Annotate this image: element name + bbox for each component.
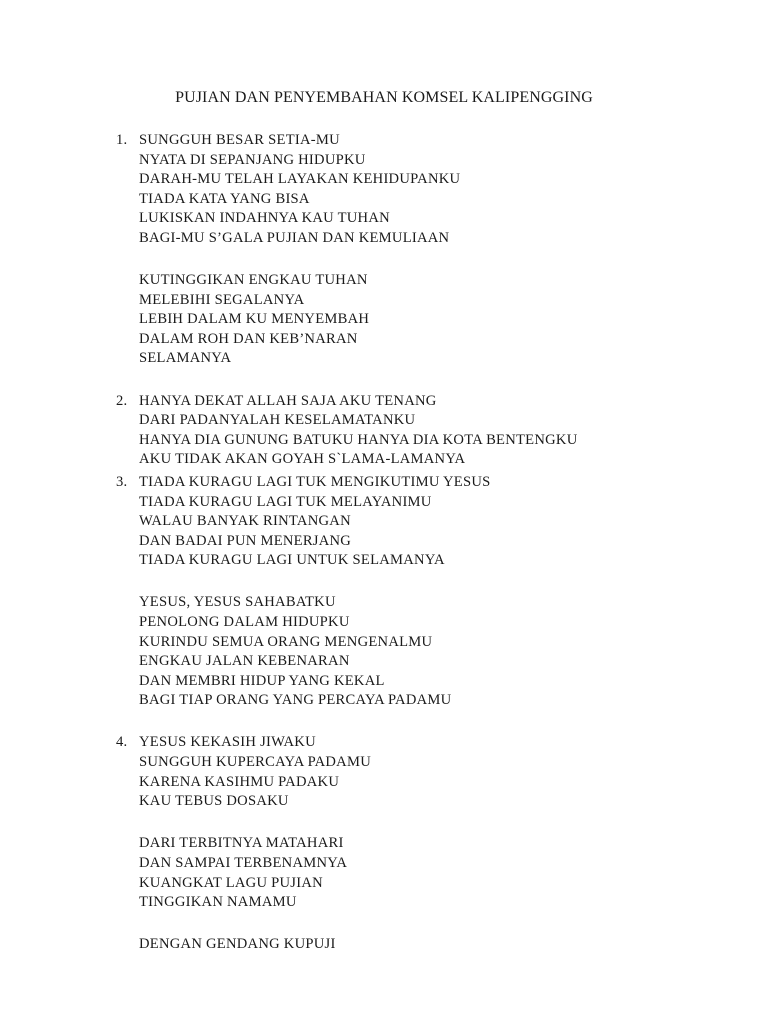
song-line: PENOLONG DALAM HIDUPKU	[139, 613, 350, 630]
song-line: LEBIH DALAM KU MENYEMBAH	[139, 311, 370, 328]
song-number: 1.	[116, 132, 128, 148]
song-line: KUANGKAT LAGU PUJIAN	[139, 874, 323, 891]
song-line: BAGI TIAP ORANG YANG PERCAYA PADAMU	[139, 692, 452, 709]
song-line: DARI TERBITNYA MATAHARI	[139, 835, 344, 852]
song-line: WALAU BANYAK RINTANGAN	[139, 513, 351, 530]
song-line: KUTINGGIKAN ENGKAU TUHAN	[139, 272, 368, 289]
song-line: DAN BADAI PUN MENERJANG	[139, 532, 352, 549]
song-3-chorus	[116, 593, 736, 711]
song-line: AKU TIDAK AKAN GOYAH S`LAMA-LAMANYA	[139, 451, 466, 468]
song-number: 2.	[116, 392, 128, 409]
song-line: DAN MEMBRI HIDUP YANG KEKAL	[139, 672, 385, 689]
document-title: PUJIAN DAN PENYEMBAHAN KOMSEL KALIPENGGING	[175, 89, 593, 106]
song-line: 3. TIADA KURAGU LAGI TUK MENGIKUTIMU YESUS	[116, 473, 736, 493]
song-list	[116, 131, 736, 955]
song-line: KURINDU SEMUA ORANG MENGENALMU	[139, 633, 433, 650]
song-line: LUKISKAN INDAHNYA KAU TUHAN	[139, 210, 390, 227]
song-line: TIADA KURAGU LAGI TUK MELAYANIMU	[139, 493, 432, 510]
song-4-stanza-2	[116, 834, 736, 912]
song-line: DENGAN GENDANG KUPUJI	[139, 936, 336, 953]
song-line: 2. HANYA DEKAT ALLAH SAJA AKU TENANG	[116, 392, 736, 412]
song-line: MELEBIHI SEGALANYA	[139, 291, 305, 308]
song-line: YESUS, YESUS SAHABATKU	[139, 594, 336, 611]
song-1	[116, 131, 736, 249]
song-line: DAN SAMPAI TERBENAMNYA	[139, 854, 348, 871]
song-line: NYATA DI SEPANJANG HIDUPKU	[139, 151, 366, 168]
song-number: 4.	[116, 734, 128, 751]
song-line: SELAMANYA	[139, 350, 232, 367]
song-4	[116, 733, 736, 811]
song-line: DARI PADANYALAH KESELAMATANKU	[139, 412, 416, 429]
song-line: KARENA KASIHMU PADAKU	[139, 773, 340, 790]
song-line: BAGI-MU S’GALA PUJIAN DAN KEMULIAAN	[139, 229, 450, 246]
song-line: ENGKAU JALAN KEBENARAN	[139, 653, 350, 670]
song-line: 1. SUNGGUH BESAR SETIA-MU	[116, 131, 736, 151]
song-line: SUNGGUH KUPERCAYA PADAMU	[139, 754, 371, 771]
song-number: 3.	[116, 473, 128, 490]
song-3	[116, 473, 736, 571]
song-1-chorus	[116, 271, 736, 369]
song-line: KAU TEBUS DOSAKU	[139, 793, 289, 810]
song-line: TINGGIKAN NAMAMU	[139, 894, 297, 911]
song-4-stanza-3	[116, 935, 736, 955]
song-line: 4. YESUS KEKASIH JIWAKU	[116, 733, 736, 753]
song-line: TIADA KATA YANG BISA	[139, 190, 310, 207]
song-line: HANYA DIA GUNUNG BATUKU HANYA DIA KOTA BENTENGKU	[139, 431, 578, 448]
song-line: DALAM ROH DAN KEB’NARAN	[139, 330, 358, 347]
song-line: TIADA KURAGU LAGI UNTUK SELAMANYA	[139, 552, 445, 569]
song-line: DARAH-MU TELAH LAYAKAN KEHIDUPANKU	[139, 171, 461, 188]
song-2	[116, 392, 736, 470]
